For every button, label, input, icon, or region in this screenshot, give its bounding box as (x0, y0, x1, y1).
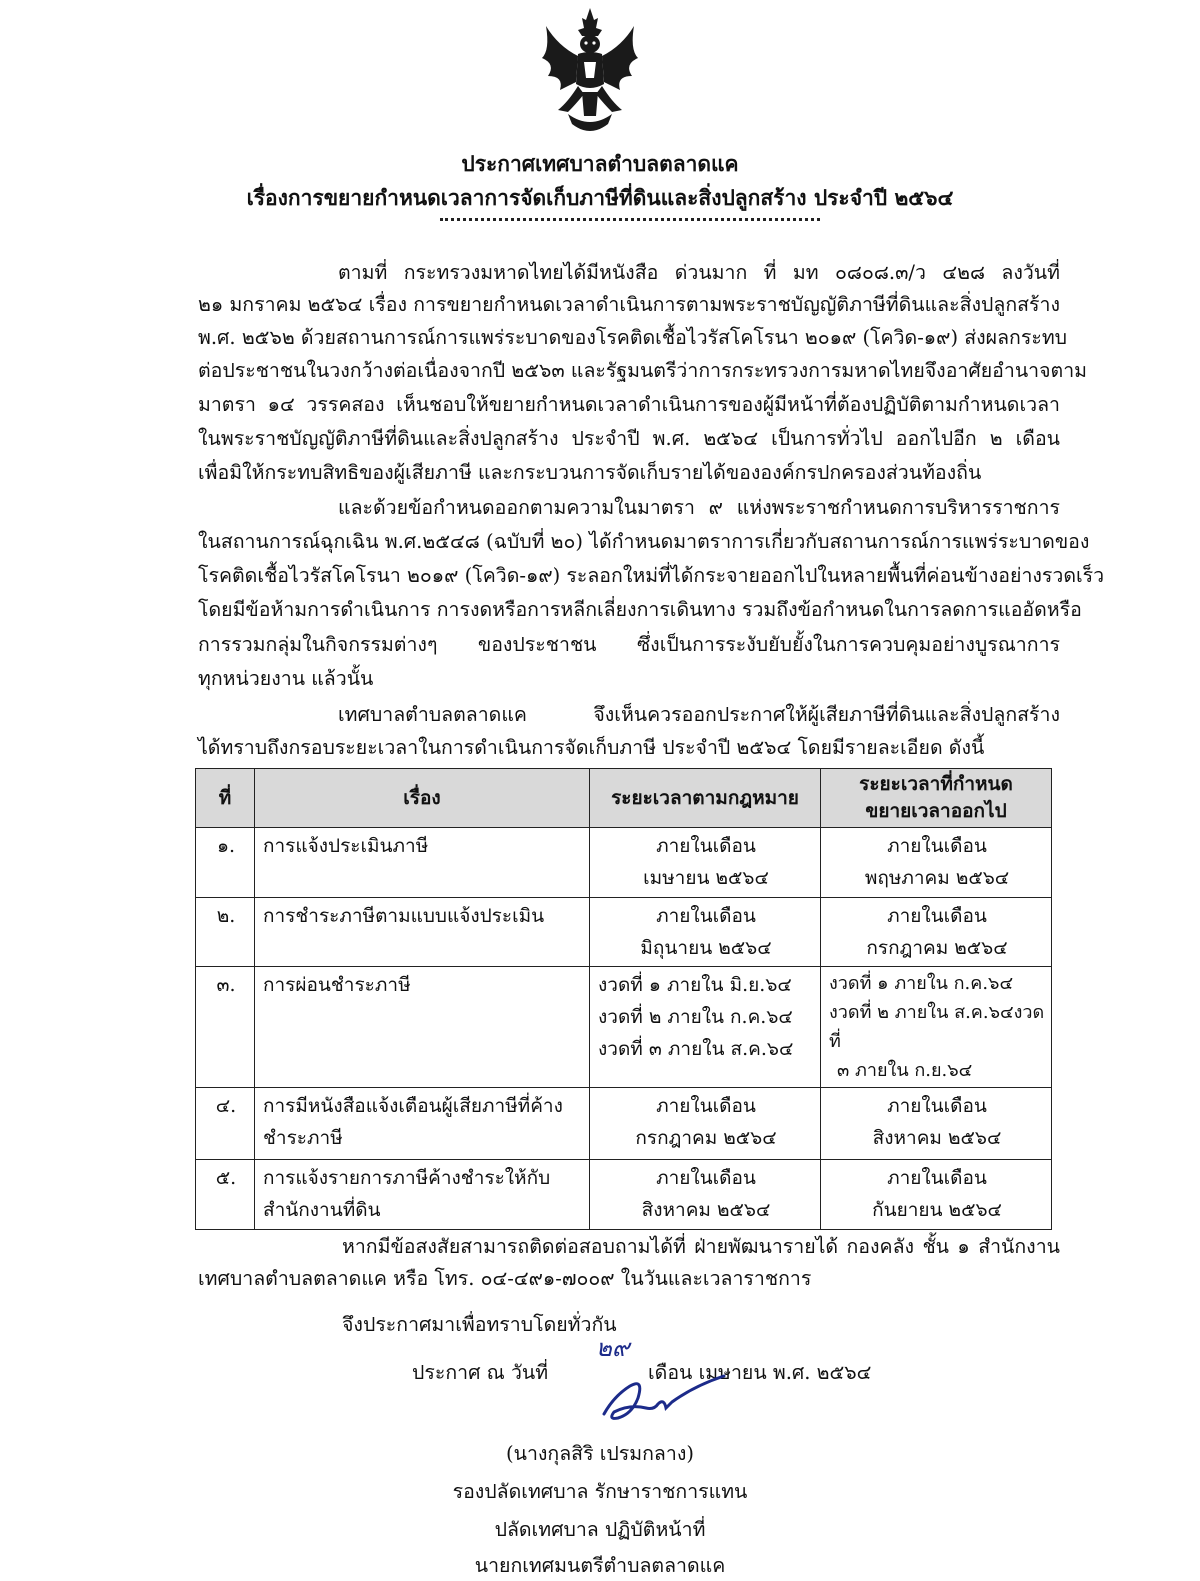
row-legal-period (590, 1160, 821, 1230)
handwritten-signature (584, 1368, 734, 1432)
extended-period-line: งวดที่ ๑ ภายใน ก.ค.๖๔ (829, 973, 1014, 994)
row-number: ๕. (196, 1160, 255, 1230)
table-row (196, 898, 1052, 967)
column-header-extended-line: ขยายเวลาออกไป (865, 800, 1007, 822)
row-number: ๒. (196, 898, 255, 967)
extended-period-line: ๓ ภายใน ก.ย.๖๔ (837, 1060, 973, 1081)
row-legal-period (590, 1088, 821, 1160)
row-subject-line: การผ่อนชำระภาษี (263, 974, 411, 996)
signatory-name: (นางกุลสิริ เปรมกลาง) (506, 1442, 694, 1465)
row-extended-period (821, 967, 1052, 1088)
row-subject (255, 1088, 590, 1160)
row-subject (255, 828, 590, 898)
paragraph-2-line: และด้วยข้อกำหนดออกตามความในมาตรา ๙ แห่งพระราชกำหนดการบริหารราชการ (338, 496, 1060, 519)
table-row (196, 967, 1052, 1088)
legal-period-line: กรกฎาคม ๒๕๖๔ (635, 1127, 777, 1149)
signatory-position: รองปลัดเทศบาล รักษาราชการแทน (452, 1480, 748, 1503)
extended-period-line: กรกฎาคม ๒๕๖๔ (866, 937, 1008, 959)
announcement-title: ประกาศเทศบาลตำบลตลาดแค (461, 151, 739, 176)
row-number: ๔. (196, 1088, 255, 1160)
paragraph-3-line: ได้ทราบถึงกรอบระยะเวลาในการดำเนินการจัดเก็บภาษี ประจำปี ๒๕๖๔ โดยมีรายละเอียด ดังนี้ (198, 736, 985, 759)
paragraph-2-line: ทุกหน่วยงาน แล้วนั้น (198, 667, 374, 690)
extended-period-line: ภายในเดือน (887, 905, 987, 927)
legal-period-line: งวดที่ ๓ ภายใน ส.ค.๖๔ (598, 1038, 794, 1060)
row-subject (255, 898, 590, 967)
paragraph-1-line: ต่อประชาชนในวงกว้างต่อเนื่องจากปี ๒๕๖๓ และรัฐมนตรีว่าการกระทรวงการมหาดไทยจึงอาศัยอำนาจตาม (198, 359, 1087, 382)
paragraph-2-line: โรคติดเชื้อไวรัสโคโรนา ๒๐๑๙ (โควิด-๑๙) ระลอกใหม่ที่ได้กระจายออกไปในหลายพื้นที่ค่อนข้างอย่างรวดเร็ว (198, 564, 1105, 587)
handwritten-day (594, 1332, 638, 1362)
date-suffix: เดือน เมษายน พ.ศ. ๒๕๖๔ (648, 1361, 872, 1384)
paragraph-1-line: มาตรา ๑๔ วรรคสอง เห็นชอบให้ขยายกำหนดเวลาดำเนินการของผู้มีหน้าที่ต้องปฏิบัติตามกำหนดเวลา (198, 393, 1060, 416)
column-header-subject: เรื่อง (255, 769, 590, 828)
table-row (196, 828, 1052, 898)
row-extended-period (821, 1160, 1052, 1230)
row-legal-period (590, 898, 821, 967)
column-header-extended-period (821, 769, 1052, 828)
extended-period-line: ภายในเดือน (887, 1167, 987, 1189)
handwritten-day-text: ๒๙ (596, 1334, 630, 1362)
row-subject (255, 1160, 590, 1230)
extended-period-line: พฤษภาคม ๒๕๖๔ (864, 867, 1010, 889)
row-subject-line: ชำระภาษี (263, 1127, 343, 1149)
extended-period-line: สิงหาคม ๒๕๖๔ (872, 1127, 1002, 1149)
extended-period-line: ภายในเดือน (887, 835, 987, 857)
row-legal-period (590, 828, 821, 898)
paragraph-1-line: เพื่อมิให้กระทบสิทธิของผู้เสียภาษี และกระบวนการจัดเก็บรายได้ขององค์กรปกครองส่วนท้องถิ่น (198, 461, 982, 484)
legal-period-line: สิงหาคม ๒๕๖๔ (641, 1199, 771, 1221)
column-header-extended-line: ระยะเวลาที่กำหนด (859, 773, 1013, 795)
signatory-position: นายกเทศมนตรีตำบลตลาดแค (474, 1554, 726, 1577)
row-subject-line: การแจ้งรายการภาษีค้างชำระให้กับ (263, 1167, 551, 1189)
paragraph-3-line: เทศบาลตำบลตลาดแค จึงเห็นควรออกประกาศให้ผู้เสียภาษีที่ดินและสิ่งปลูกสร้าง (338, 703, 1060, 726)
title-dotted-divider (440, 218, 820, 221)
signatory-position: ปลัดเทศบาล ปฏิบัติหน้าที่ (494, 1518, 706, 1541)
table-header-row (196, 769, 1052, 828)
row-number: ๓. (196, 967, 255, 1088)
row-number: ๑. (196, 828, 255, 898)
row-extended-period (821, 1088, 1052, 1160)
paragraph-2-line: การรวมกลุ่มในกิจกรรมต่างๆ ของประชาชน ซึ่งเป็นการระงับยับยั้งในการควบคุมอย่างบูรณาการ (198, 633, 1060, 656)
legal-period-line: มิถุนายน ๒๕๖๔ (640, 937, 772, 959)
paragraph-1-line: ในพระราชบัญญัติภาษีที่ดินและสิ่งปลูกสร้าง ประจำปี พ.ศ. ๒๕๖๔ เป็นการทั่วไป ออกไปอีก ๒ เดือน (198, 427, 1060, 450)
row-legal-period (590, 967, 821, 1088)
row-subject-line: สำนักงานที่ดิน (263, 1199, 381, 1221)
paragraph-2-line: โดยมีข้อห้ามการดำเนินการ การงดหรือการหลีกเลี่ยงการเดินทาง รวมถึงข้อกำหนดในการลดการแออัดหรือ (198, 598, 1082, 621)
legal-period-line: ภายในเดือน (656, 835, 756, 857)
tax-schedule-table (195, 768, 1052, 1230)
row-subject-line: การชำระภาษีตามแบบแจ้งประเมิน (263, 905, 545, 927)
legal-period-line: เมษายน ๒๕๖๔ (643, 867, 769, 889)
extended-period-line: งวดที่ ๒ ภายใน ส.ค.๖๔งวดที่ (829, 1002, 1045, 1052)
announcement-subject: เรื่องการขยายกำหนดเวลาการจัดเก็บภาษีที่ดินและสิ่งปลูกสร้าง ประจำปี ๒๕๖๔ (246, 185, 954, 210)
contact-line: หากมีข้อสงสัยสามารถติดต่อสอบถามได้ที่ ฝ่ายพัฒนารายได้ กองคลัง ชั้น ๑ สำนักงาน (342, 1235, 1060, 1258)
garuda-emblem-icon (538, 6, 642, 140)
legal-period-line: ภายในเดือน (656, 1167, 756, 1189)
column-header-no: ที่ (196, 769, 255, 828)
legal-period-line: ภายในเดือน (656, 1095, 756, 1117)
paragraph-1-line: ตามที่ กระทรวงมหาดไทยได้มีหนังสือ ด่วนมาก ที่ มท ๐๘๐๘.๓/ว ๔๒๘ ลงวันที่ (338, 261, 1060, 284)
paragraph-1-line: พ.ศ. ๒๕๖๒ ด้วยสถานการณ์การแพร่ระบาดของโรคติดเชื้อไวรัสโคโรนา ๒๐๑๙ (โควิด-๑๙) ส่งผลกระทบ (198, 326, 1068, 349)
row-extended-period (821, 898, 1052, 967)
extended-period-line: กันยายน ๒๕๖๔ (872, 1199, 1002, 1221)
paragraph-1-line: ๒๑ มกราคม ๒๕๖๔ เรื่อง การขยายกำหนดเวลาดำเนินการตามพระราชบัญญัติภาษีที่ดินและสิ่งปลูกสร้าง (198, 293, 1060, 316)
legal-period-line: งวดที่ ๒ ภายใน ก.ค.๖๔ (598, 1006, 793, 1028)
legal-period-line: งวดที่ ๑ ภายใน มิ.ย.๖๔ (598, 974, 792, 996)
legal-period-line: ภายในเดือน (656, 905, 756, 927)
table-row (196, 1088, 1052, 1160)
table-row (196, 1160, 1052, 1230)
row-extended-period (821, 828, 1052, 898)
row-subject-line: การมีหนังสือแจ้งเตือนผู้เสียภาษีที่ค้าง (263, 1095, 563, 1117)
contact-line: เทศบาลตำบลตลาดแค หรือ โทร. ๐๔-๔๙๑-๗๐๐๙ ในวันและเวลาราชการ (198, 1267, 812, 1290)
extended-period-line: ภายในเดือน (887, 1095, 987, 1117)
date-prefix: ประกาศ ณ วันที่ (412, 1361, 549, 1384)
closing-statement: จึงประกาศมาเพื่อทราบโดยทั่วกัน (342, 1313, 617, 1336)
column-header-legal-period: ระยะเวลาตามกฎหมาย (590, 769, 821, 828)
row-subject-line: การแจ้งประเมินภาษี (263, 835, 429, 857)
row-subject (255, 967, 590, 1088)
paragraph-2-line: ในสถานการณ์ฉุกเฉิน พ.ศ.๒๕๔๘ (ฉบับที่ ๒๐) ได้กำหนดมาตราการเกี่ยวกับสถานการณ์การแพร่ระบาดของ (198, 530, 1090, 553)
